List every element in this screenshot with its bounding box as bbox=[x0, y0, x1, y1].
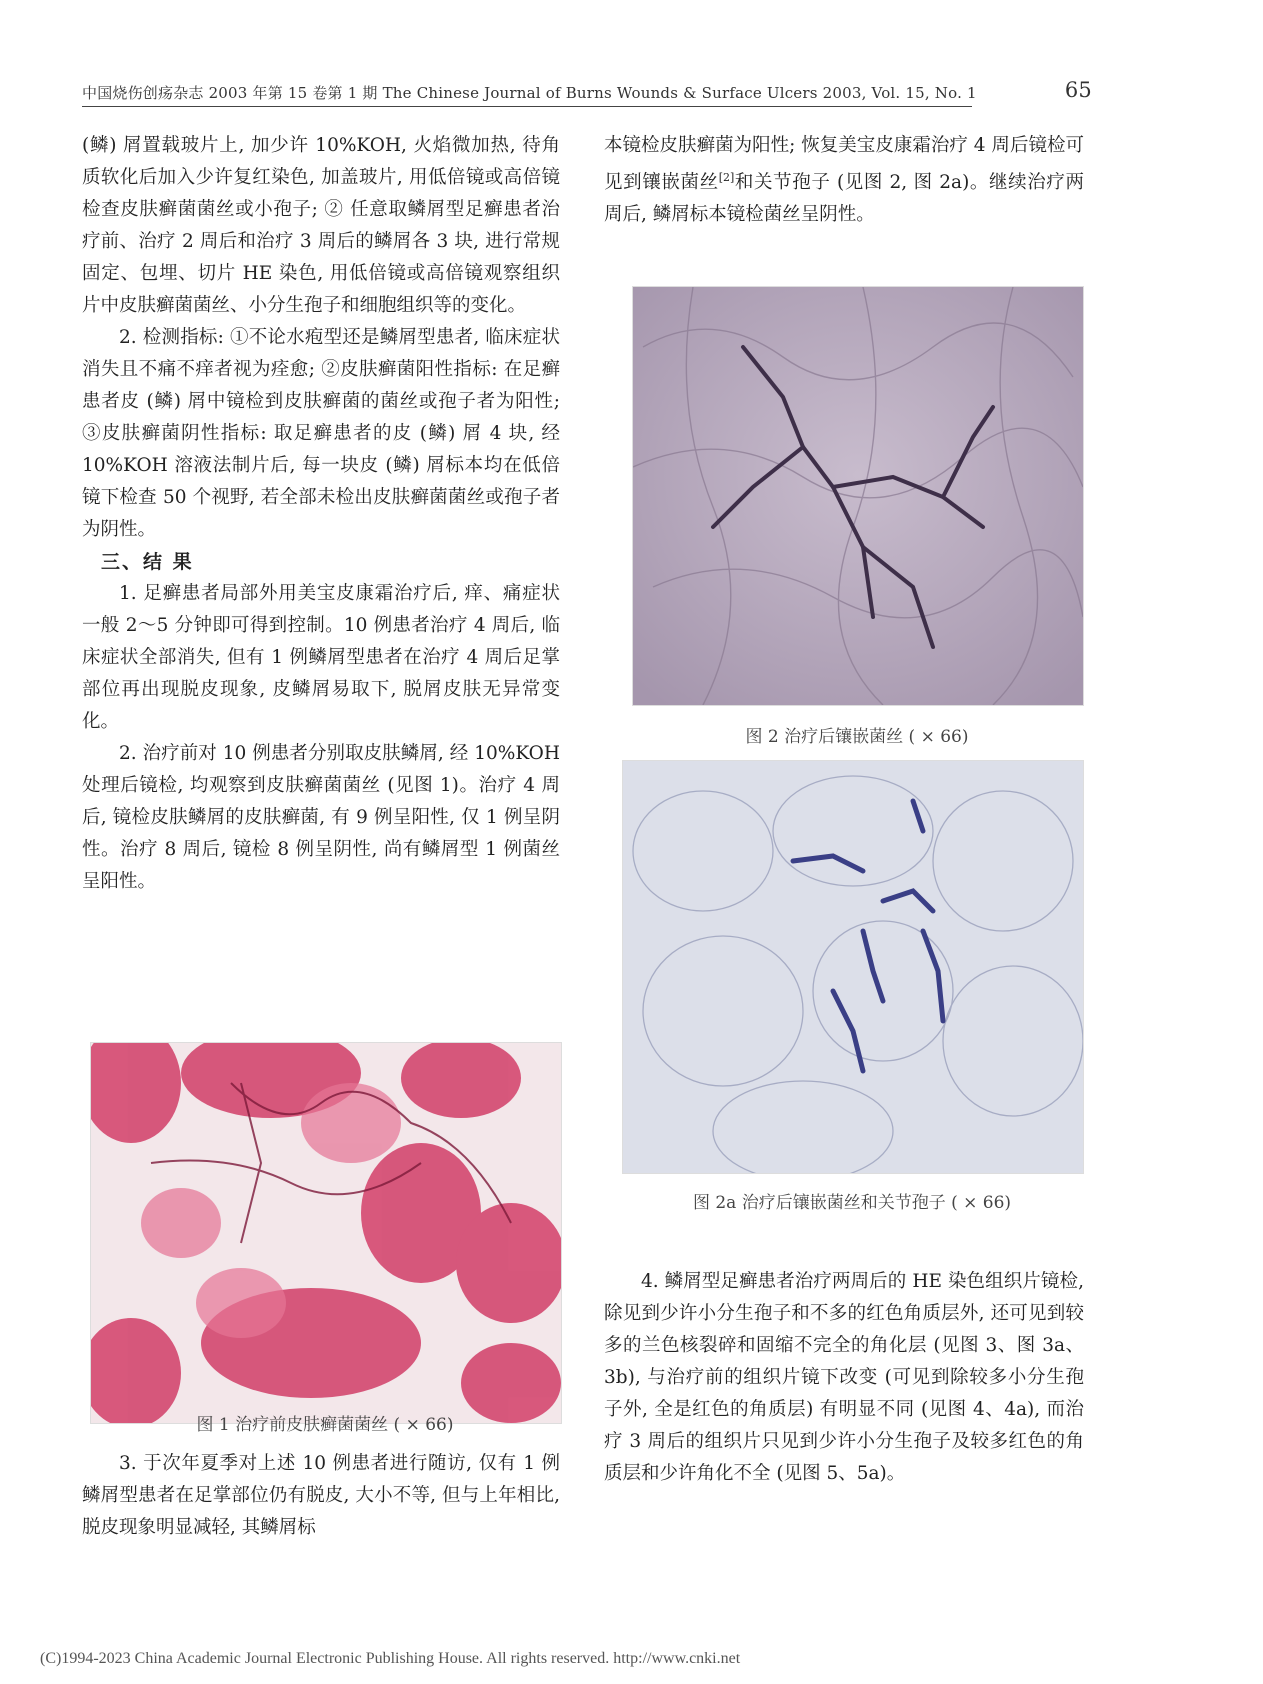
left-para-1: (鳞) 屑置载玻片上, 加少许 10%KOH, 火焰微加热, 待角质软化后加入少许复红染色, 加盖玻片, 用低倍镜或高倍镜检查皮肤癣菌菌丝或小孢子; ② 任意取鳞屑型足癣患者治疗前、治疗 2 周后和治疗 3 周后的鳞屑各 3 块, 进行常规固定、包埋、切片 HE 染色, 用低倍镜或高倍镜观察组织片中皮肤癣菌菌丝、小分生孢子和细胞组织等的变化。 bbox=[82, 135, 560, 316]
journal-title: 中国烧伤创疡杂志 2003 年第 15 卷第 1 期 The Chinese Journal of Burns Wounds & Surface Ulcers 2003, Vol. 15, No. 1 bbox=[82, 84, 977, 102]
left-column bbox=[82, 130, 560, 898]
running-header bbox=[82, 80, 1092, 108]
figure-2-image bbox=[632, 286, 1084, 706]
copyright-footer: (C)1994-2023 China Academic Journal Electronic Publishing House. All rights reserved. http://www.cnki.net bbox=[40, 1650, 741, 1667]
section-heading-results: 三、结 果 bbox=[101, 551, 194, 573]
figure-2a-caption: 图 2a 治疗后镶嵌菌丝和关节孢子 ( × 66) bbox=[692, 1193, 1012, 1213]
right-para-1-text-b: 和关节孢子 (见图 2, 图 2a)。继续治疗两周后, 鳞屑标本镜检菌丝呈阴性。 bbox=[604, 172, 1084, 226]
left-para-2: 2. 检测指标: ①不论水疱型还是鳞屑型患者, 临床症状消失且不痛不痒者视为痊愈; ②皮肤癣菌阳性指标: 在足癣患者皮 (鳞) 屑中镜检到皮肤癣菌的菌丝或孢子者为阳性; ③皮肤癣菌阴性指标: 取足癣患者的皮 (鳞) 屑 4 块, 经 10%KOH 溶液法制片后, 每一块皮 (鳞) 屑标本均在低倍镜下检查 50 个视野, 若全部未检出皮肤癣菌菌丝或孢子者为阴性。 bbox=[82, 327, 560, 540]
right-para-1 bbox=[604, 130, 1084, 231]
left-column-bottom bbox=[82, 1448, 560, 1544]
page-number: 65 bbox=[1064, 78, 1092, 102]
right-para-2: 4. 鳞屑型足癣患者治疗两周后的 HE 染色组织片镜检, 除见到少许小分生孢子和不多的红色角质层外, 还可见到较多的兰色核裂碎和固缩不完全的角化层 (见图 3、图 3a、3b), 与治疗前的组织片镜下改变 (可见到除较多小分生孢子外, 全是红色的角质层) 有明显不同 (见图 4、4a), 而治疗 3 周后的组织片只见到少许小分生孢子及较多红色的角质层和少许角化不全 (见图 5、5a)。 bbox=[604, 1271, 1084, 1484]
left-para-4: 2. 治疗前对 10 例患者分别取皮肤鳞屑, 经 10%KOH 处理后镜检, 均观察到皮肤癣菌菌丝 (见图 1)。治疗 4 周后, 镜检皮肤鳞屑的皮肤癣菌, 有 9 例呈阳性, 仅 1 例呈阴性。治疗 8 周后, 镜检 8 例呈阴性, 尚有鳞屑型 1 例菌丝呈阳性。 bbox=[82, 743, 560, 892]
header-rule bbox=[82, 106, 972, 107]
right-para-1-text-a: 本镜检皮肤癣菌为阳性; 恢复美宝皮康霜治疗 4 周后镜检可见到镶嵌菌丝 bbox=[604, 135, 1084, 194]
figure-1-image bbox=[90, 1042, 562, 1424]
left-para-5: 3. 于次年夏季对上述 10 例患者进行随访, 仅有 1 例鳞屑型患者在足掌部位仍有脱皮, 大小不等, 但与上年相比, 脱皮现象明显减轻, 其鳞屑标 bbox=[82, 1453, 560, 1538]
figure-2-caption: 图 2 治疗后镶嵌菌丝 ( × 66) bbox=[745, 727, 969, 747]
left-para-3: 1. 足癣患者局部外用美宝皮康霜治疗后, 痒、痛症状一般 2～5 分钟即可得到控制。10 例患者治疗 4 周后, 临床症状全部消失, 但有 1 例鳞屑型患者在治疗 4 周后足掌部位再出现脱皮现象, 皮鳞屑易取下, 脱屑皮肤无异常变化。 bbox=[82, 583, 560, 732]
figure-2a-image bbox=[622, 760, 1084, 1174]
citation-ref: [2] bbox=[718, 171, 735, 184]
right-column-top bbox=[604, 130, 1084, 231]
figure-1-caption: 图 1 治疗前皮肤癣菌菌丝 ( × 66) bbox=[196, 1415, 454, 1435]
right-column-bottom bbox=[604, 1266, 1084, 1490]
